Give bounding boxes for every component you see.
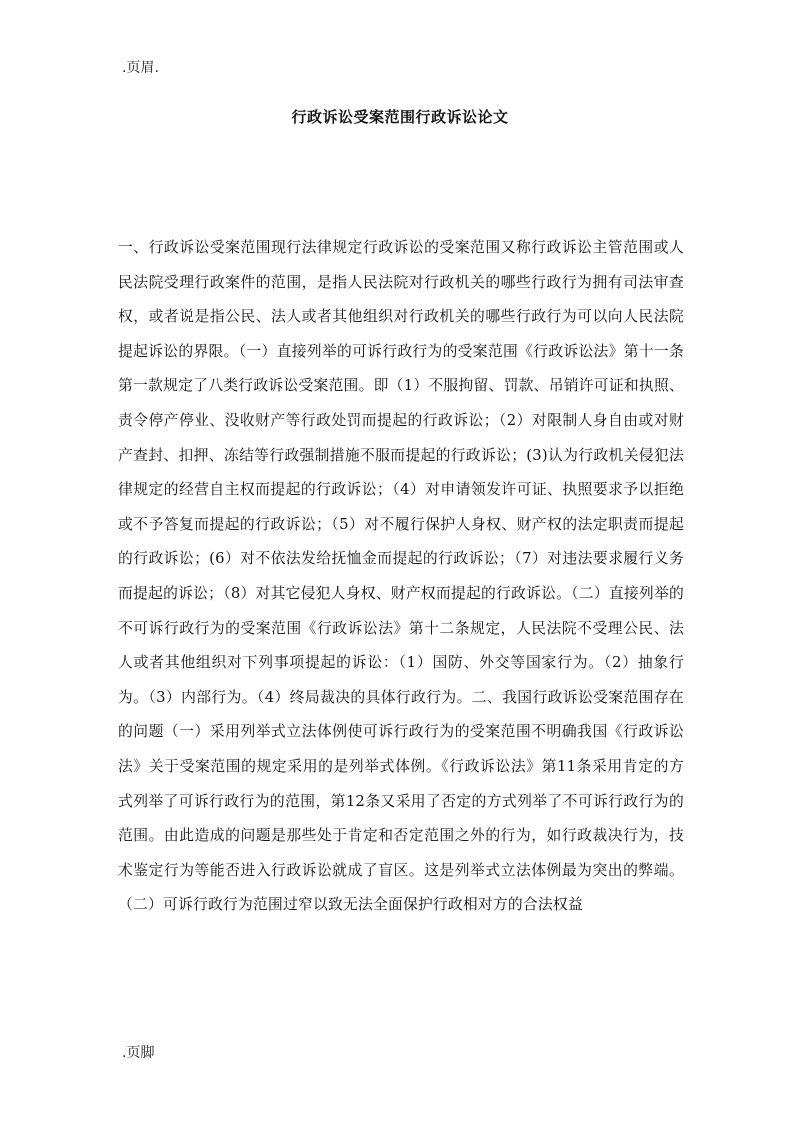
document-body xyxy=(118,231,684,923)
body-paragraph: 一、行政诉讼受案范围现行法律规定行政诉讼的受案范围又称行政诉讼主管范围或人民法院受理行政案件的范围，是指人民法院对行政机关的哪些行政行为拥有司法审查权，或者说是指公民、法人或者其他组织对行政机关的哪些行政行为可以向人民法院提起诉讼的界限。（一）直接列举的可诉行政行为的受案范围《行政诉讼法》第十一条第一款规定了八类行政诉讼受案范围。即（1）不服拘留、罚款、吊销许可证和执照、责令停产停业、没收财产等行政处罚而提起的行政诉讼；（2）对限制人身自由或对财产查封、扣押、冻结等行政强制措施不服而提起的行政诉讼；(3)认为行政机关侵犯法律规定的经营自主权而提起的行政诉讼；（4）对申请领发许可证、执照要求予以拒绝或不予答复而提起的行政诉讼；（5）对不履行保护人身权、财产权的法定职责而提起的行政诉讼；(6）对不依法发给抚恤金而提起的行政诉讼；（7）对违法要求履行义务而提起的诉讼；（8）对其它侵犯人身权、财产权而提起的行政诉讼。（二）直接列举的不可诉行政行为的受案范围《行政诉讼法》第十二条规定，人民法院不受理公民、法人或者其他组织对下列事项提起的诉讼：（1）国防、外交等国家行为。（2）抽象行为。（3）内部行为。（4）终局裁决的具体行政行为。二、我国行政诉讼受案范围存在的问题（一）采用列举式立法体例使可诉行政行为的受案范围不明确我国《行政诉讼法》关于受案范围的规定采用的是列举式体例。《行政诉讼法》第11条采用肯定的方式列举了可诉行政行为的范围，第12条又采用了否定的方式列举了不可诉行政行为的范围。由此造成的问题是那些处于肯定和否定范围之外的行为，如行政裁决行为，技术鉴定行为等能否进入行政诉讼就成了盲区。这是列举式立法体例最为突出的弊端。（二）可诉行政行为范围过窄以致无法全面保护行政相对方的合法权益 xyxy=(118,239,684,914)
page-footer: .页脚 xyxy=(122,1045,155,1061)
document-title: 行政诉讼受案范围行政诉讼论文 xyxy=(291,108,509,126)
page-header: .页眉. xyxy=(122,60,159,76)
